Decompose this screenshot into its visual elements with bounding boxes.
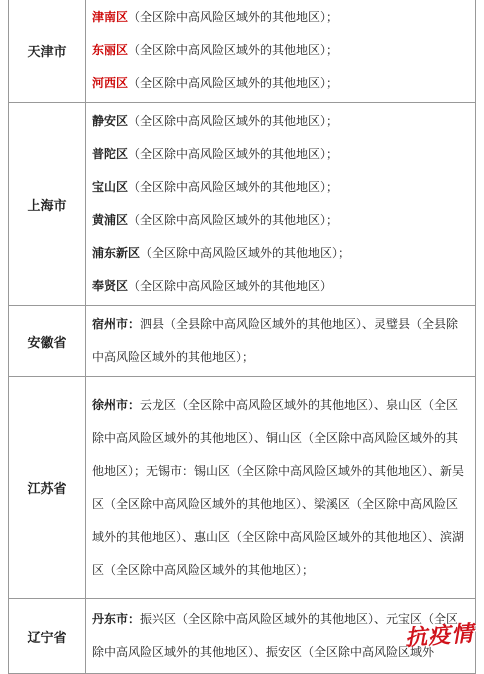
- district-name: 普陀区: [92, 147, 129, 161]
- district-desc: （全区除中高风险区域外的其他地区）；: [128, 114, 339, 128]
- city-name: 丹东市：: [92, 612, 141, 626]
- district-desc: （全区除中高风险区域外的其他地区）: [128, 279, 333, 293]
- list-item: [92, 237, 469, 270]
- district-list: [86, 306, 476, 377]
- district-name: 黄浦区: [92, 213, 129, 227]
- district-name: 浦东新区: [92, 246, 141, 260]
- district-name: 东丽区: [92, 43, 129, 57]
- list-item: [92, 204, 469, 237]
- district-desc: （全区除中高风险区域外的其他地区）；: [128, 76, 339, 90]
- district-list: [86, 0, 476, 103]
- district-list: [86, 103, 476, 306]
- district-name: 静安区: [92, 114, 129, 128]
- district-desc: （全区除中高风险区域外的其他地区）；: [128, 180, 339, 194]
- province-cell: 辽宁省: [9, 599, 86, 674]
- risk-area-table: [8, 0, 476, 674]
- table-row: [9, 0, 476, 103]
- list-item: [92, 67, 469, 100]
- area-paragraph: [92, 389, 469, 587]
- district-name: 津南区: [92, 10, 129, 24]
- district-name: 奉贤区: [92, 279, 129, 293]
- district-name: 河西区: [92, 76, 129, 90]
- area-text: 云龙区（全区除中高风险区域外的其他地区）、泉山区（全区除中高风险区域外的其他地区）、铜山区（全区除中高风险区域外的其他地区）；无锡市：锡山区（全区除中高风险区域外的其他地区）、新吴区（全区除中高风险区域外的其他地区）、梁溪区（全区除中高风险区域外的其他地区）、惠山区（全区除中高风险区域外的其他地区）、滨湖区（全区除中高风险区域外的其他地区）；: [92, 397, 465, 577]
- list-item: [92, 1, 469, 34]
- list-item: [92, 270, 469, 303]
- list-item: [92, 138, 469, 171]
- province-cell: 天津市: [9, 0, 86, 103]
- district-name: 宝山区: [92, 180, 129, 194]
- district-desc: （全区除中高风险区域外的其他地区）；: [128, 147, 339, 161]
- table-row: [9, 377, 476, 599]
- district-desc: （全区除中高风险区域外的其他地区）；: [128, 10, 339, 24]
- list-item: [92, 105, 469, 138]
- area-text: 泗县（全县除中高风险区域外的其他地区）、灵璧县（全县除中高风险区域外的其他地区）；: [92, 317, 459, 364]
- table-row: [9, 103, 476, 306]
- city-name: 徐州市：: [92, 397, 141, 412]
- district-desc: （全区除中高风险区域外的其他地区）；: [128, 43, 339, 57]
- area-text: 振兴区（全区除中高风险区域外的其他地区）、元宝区（全区除中高风险区域外的其他地区）、振安区（全区除中高风险区域外: [92, 612, 459, 659]
- table-row: [9, 306, 476, 377]
- list-item: [92, 34, 469, 67]
- district-list: [86, 377, 476, 599]
- watermark-logo: 抗疫情: [404, 620, 475, 652]
- province-cell: 江苏省: [9, 377, 86, 599]
- city-name: 宿州市：: [92, 317, 141, 331]
- province-cell: 安徽省: [9, 306, 86, 377]
- district-desc: （全区除中高风险区域外的其他地区）；: [128, 213, 339, 227]
- province-cell: 上海市: [9, 103, 86, 306]
- district-desc: （全区除中高风险区域外的其他地区）；: [140, 246, 351, 260]
- list-item: [92, 171, 469, 204]
- area-paragraph: [92, 308, 469, 374]
